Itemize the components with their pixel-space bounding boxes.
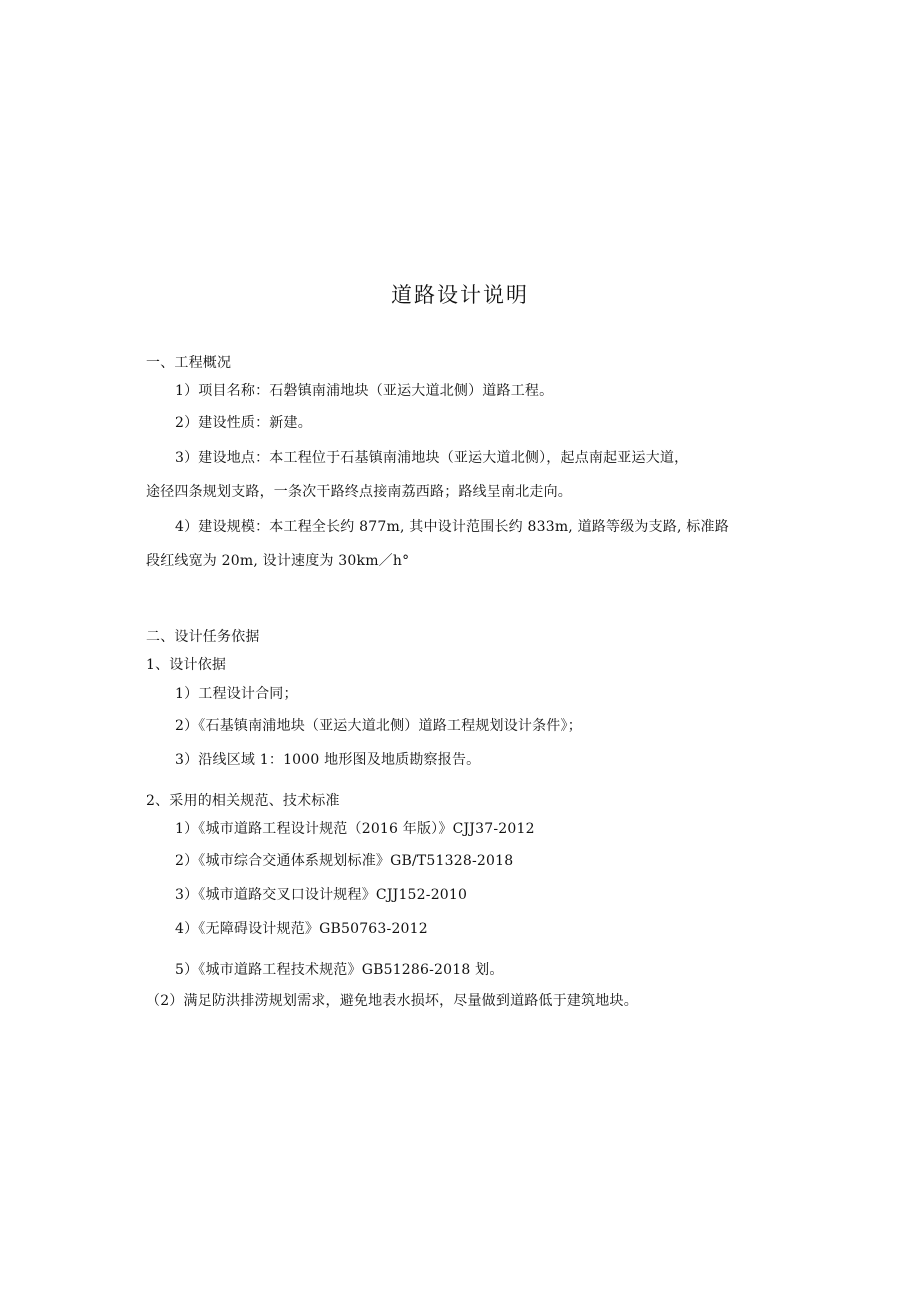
item-scale-line1: 4）建设规模：本工程全长约 877m, 其中设计范围长约 833m, 道路等级为支路, 标准路 [175,519,729,535]
flood-control-note: （2）满足防洪排涝规划需求，避免地表水损坏，尽量做到道路低于建筑地块。 [146,993,638,1009]
standard-item-2: 2）《城市综合交通体系规划标准》GB/T51328-2018 [175,853,514,869]
item-location-line1: 3）建设地点：本工程位于石基镇南浦地块（亚运大道北侧），起点南起亚运大道， [175,450,689,466]
section-heading-basis: 二、设计任务依据 [146,629,260,645]
item-construction-nature: 2）建设性质：新建。 [175,415,312,431]
document-title: 道路设计说明 [391,283,529,307]
standard-item-1: 1）《城市道路工程设计规范（2016 年版）》CJJ37-2012 [175,821,535,837]
basis-item-planning-conditions: 2）《石基镇南浦地块（亚运大道北侧）道路工程规划设计条件》； [175,718,582,734]
standard-item-3: 3）《城市道路交叉口设计规程》CJJ152-2010 [175,887,468,903]
section-heading-overview: 一、工程概况 [146,355,232,371]
standard-item-5: 5）《城市道路工程技术规范》GB51286-2018 划。 [175,962,504,978]
basis-item-topographic-map: 3）沿线区域 1：1000 地形图及地质勘察报告。 [175,752,481,768]
basis-item-contract: 1）工程设计合同； [175,686,298,702]
item-scale-line2: 段红线宽为 20m, 设计速度为 30km／h° [146,553,410,569]
item-location-line2: 途径四条规划支路，一条次干路终点接南荔西路；路线呈南北走向。 [146,484,572,500]
standard-item-4: 4）《无障碍设计规范》GB50763-2012 [175,921,428,937]
subsection-heading-design-basis: 1、设计依据 [146,657,227,673]
subsection-heading-standards: 2、采用的相关规范、技术标准 [146,793,340,809]
item-project-name: 1）项目名称：石磐镇南浦地块（亚运大道北侧）道路工程。 [175,383,554,399]
